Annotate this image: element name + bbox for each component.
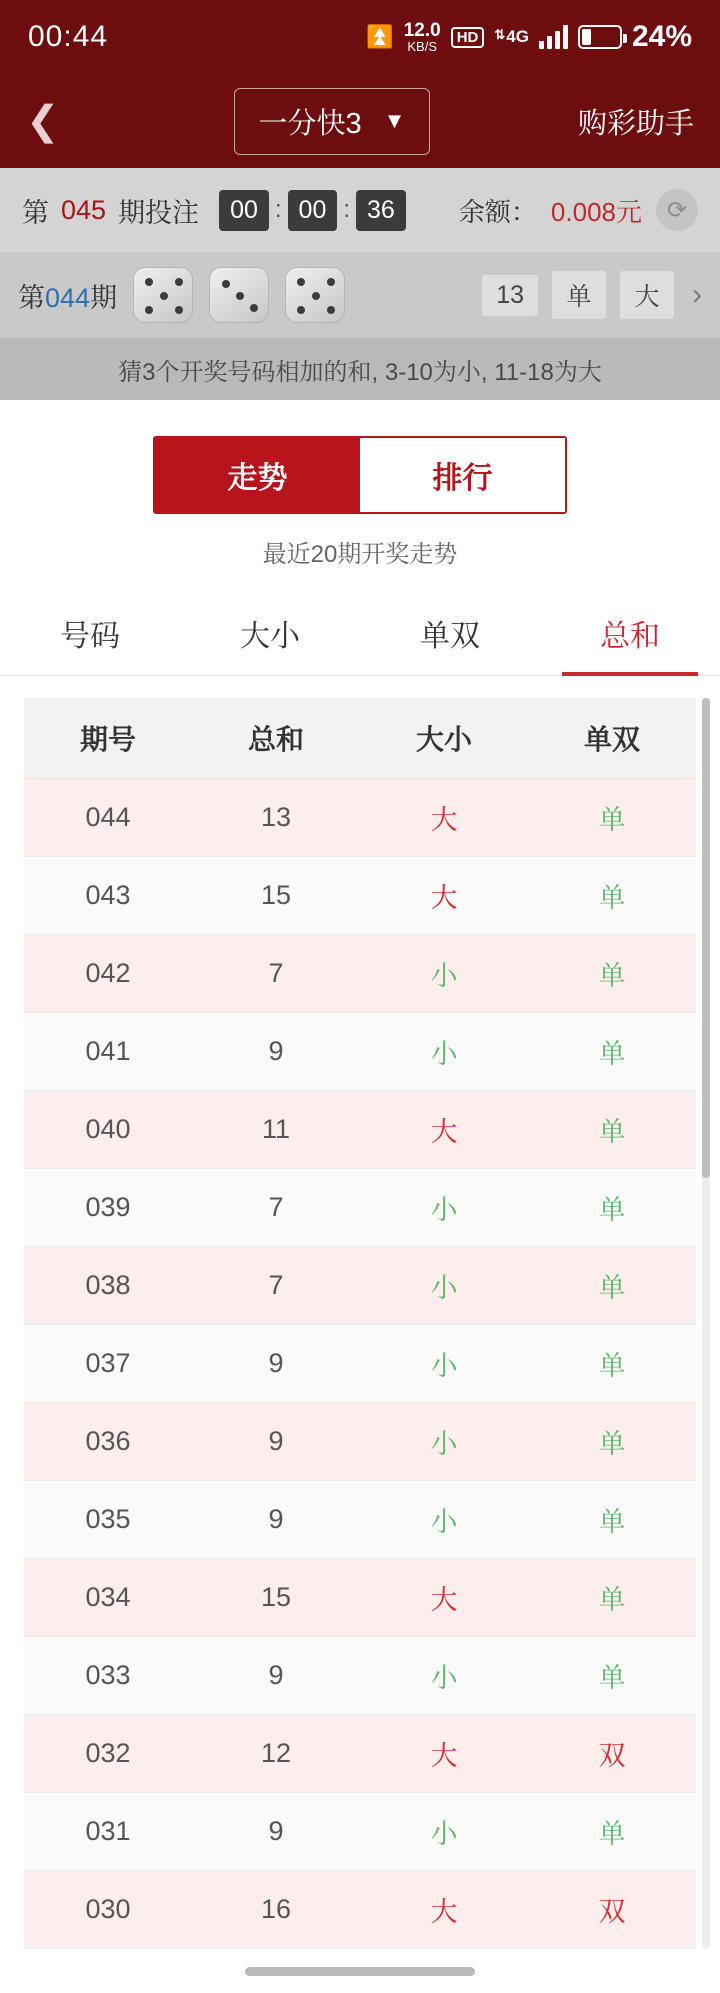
trend-table [24, 698, 696, 1949]
segment-tab-group [0, 400, 720, 534]
last-draw-bar [0, 252, 720, 338]
balance-label: 余额： [458, 196, 537, 227]
table-row [24, 1247, 696, 1325]
cell-size: 小 [360, 1793, 528, 1871]
cell-period: 032 [24, 1715, 192, 1793]
cell-size: 大 [360, 779, 528, 857]
cell-parity: 单 [528, 1169, 696, 1247]
countdown-seconds: 36 [356, 190, 406, 231]
countdown-separator-1: : [274, 196, 282, 223]
countdown-separator-2: : [343, 196, 351, 223]
battery-percent: 24% [631, 20, 692, 53]
last-draw-label: 第044期 [18, 282, 118, 313]
cell-parity: 单 [528, 1481, 696, 1559]
table-row [24, 1013, 696, 1091]
balance-value: 0.008元 [550, 196, 642, 227]
home-indicator-bar [0, 1949, 720, 1993]
title-bar [0, 74, 720, 168]
cell-parity: 单 [528, 1247, 696, 1325]
cell-period: 037 [24, 1325, 192, 1403]
tab-number[interactable]: 号码 [60, 620, 120, 653]
trend-table-container [0, 676, 720, 1949]
period-prefix: 第 [22, 197, 49, 228]
column-header-size: 大小 [360, 698, 528, 779]
game-name-label: 一分快3 [258, 107, 362, 140]
cell-sum: 7 [192, 935, 360, 1013]
tab-parity[interactable]: 单双 [420, 620, 480, 653]
rule-hint: 猜3个开奖号码相加的和, 3-10为小, 11-18为大 [0, 338, 720, 400]
network-type-label: 4G [506, 27, 529, 46]
cell-sum: 9 [192, 1793, 360, 1871]
chevron-down-icon: ▼ [383, 108, 406, 133]
cell-sum: 13 [192, 779, 360, 857]
cell-sum: 16 [192, 1871, 360, 1949]
network-speed-indicator [404, 21, 441, 53]
home-indicator[interactable] [245, 1967, 475, 1976]
table-scrollbar-thumb[interactable] [702, 698, 710, 1178]
trend-table-body [24, 779, 696, 1949]
cell-period: 035 [24, 1481, 192, 1559]
battery-icon [578, 25, 622, 49]
table-row [24, 1637, 696, 1715]
cell-period: 044 [24, 779, 192, 857]
refresh-icon[interactable]: ⟳ [656, 189, 698, 231]
last-draw-info [18, 267, 345, 323]
cell-sum: 7 [192, 1169, 360, 1247]
cell-parity: 单 [528, 1013, 696, 1091]
cell-size: 小 [360, 1013, 528, 1091]
cell-sum: 9 [192, 1325, 360, 1403]
table-row [24, 935, 696, 1013]
last-draw-tags [482, 271, 702, 319]
cell-sum: 7 [192, 1247, 360, 1325]
cell-period: 038 [24, 1247, 192, 1325]
table-row [24, 1871, 696, 1949]
data-arrows-icon: ⇅ [494, 27, 506, 42]
cell-parity: 单 [528, 779, 696, 857]
cell-size: 小 [360, 1325, 528, 1403]
cell-sum: 9 [192, 1013, 360, 1091]
table-row [24, 1091, 696, 1169]
cell-period: 031 [24, 1793, 192, 1871]
table-row [24, 1169, 696, 1247]
tab-ranking[interactable]: 排行 [360, 438, 565, 512]
cell-sum: 11 [192, 1091, 360, 1169]
cell-size: 大 [360, 1715, 528, 1793]
cell-parity: 双 [528, 1871, 696, 1949]
cell-size: 大 [360, 1871, 528, 1949]
period-suffix: 期投注 [118, 197, 200, 228]
cell-parity: 单 [528, 1793, 696, 1871]
tab-sum[interactable]: 总和 [540, 595, 720, 675]
cell-parity: 单 [528, 1559, 696, 1637]
status-time: 00:44 [28, 20, 109, 53]
cell-parity: 单 [528, 1403, 696, 1481]
table-row [24, 1481, 696, 1559]
bluetooth-icon: ⏫ [366, 24, 394, 49]
network-speed-unit: KB/S [407, 39, 437, 54]
period-number: 045 [61, 194, 107, 225]
cell-sum: 9 [192, 1481, 360, 1559]
cell-parity: 双 [528, 1715, 696, 1793]
cell-period: 036 [24, 1403, 192, 1481]
cell-size: 小 [360, 1481, 528, 1559]
cell-size: 小 [360, 1403, 528, 1481]
cell-size: 大 [360, 857, 528, 935]
network-type-icon [494, 27, 529, 47]
dice-3-icon [285, 267, 345, 323]
cell-size: 大 [360, 1091, 528, 1169]
countdown-timer [219, 190, 406, 231]
network-speed-value: 12.0 [403, 20, 441, 41]
countdown-hours: 00 [219, 190, 269, 231]
chevron-right-icon[interactable]: › [692, 278, 702, 311]
trend-table-header [24, 698, 696, 779]
cell-parity: 单 [528, 1091, 696, 1169]
category-tab-group [0, 595, 720, 676]
purchase-assistant-button[interactable]: 购彩助手 [577, 107, 694, 140]
cell-period: 039 [24, 1169, 192, 1247]
column-header-parity: 单双 [528, 698, 696, 779]
game-selector[interactable] [234, 88, 431, 155]
cell-period: 041 [24, 1013, 192, 1091]
cell-size: 大 [360, 1559, 528, 1637]
table-scrollbar[interactable] [702, 698, 710, 1949]
cell-sum: 9 [192, 1403, 360, 1481]
table-row [24, 1715, 696, 1793]
cell-period: 042 [24, 935, 192, 1013]
cell-parity: 单 [528, 935, 696, 1013]
trend-subtitle: 最近20期开奖走势 [262, 541, 458, 568]
table-row [24, 1325, 696, 1403]
last-draw-parity: 单 [552, 271, 606, 319]
column-header-period: 期号 [24, 698, 192, 779]
cell-period: 040 [24, 1091, 192, 1169]
tab-trend[interactable]: 走势 [155, 438, 360, 512]
cell-sum: 15 [192, 857, 360, 935]
cell-size: 小 [360, 1637, 528, 1715]
dice-2-icon [209, 267, 269, 323]
cell-size: 小 [360, 1247, 528, 1325]
cell-period: 043 [24, 857, 192, 935]
cell-period: 034 [24, 1559, 192, 1637]
cell-size: 小 [360, 1169, 528, 1247]
last-draw-sum: 13 [482, 275, 538, 316]
cell-sum: 12 [192, 1715, 360, 1793]
cell-parity: 单 [528, 857, 696, 935]
period-bar [0, 168, 720, 252]
status-icons [366, 20, 692, 54]
cell-sum: 15 [192, 1559, 360, 1637]
table-row [24, 779, 696, 857]
dice-1-icon [133, 267, 193, 323]
hd-icon: HD [451, 27, 485, 48]
cell-size: 小 [360, 935, 528, 1013]
back-arrow-icon[interactable]: ❮ [26, 99, 60, 143]
balance-area [459, 189, 698, 231]
cell-period: 030 [24, 1871, 192, 1949]
status-bar [0, 0, 720, 74]
cell-sum: 9 [192, 1637, 360, 1715]
table-row [24, 1559, 696, 1637]
table-row [24, 857, 696, 935]
cell-parity: 单 [528, 1637, 696, 1715]
last-draw-size: 大 [620, 271, 674, 319]
signal-bars-icon [539, 25, 568, 49]
period-info [22, 190, 406, 231]
countdown-minutes: 00 [288, 190, 338, 231]
cell-period: 033 [24, 1637, 192, 1715]
table-row [24, 1403, 696, 1481]
table-row [24, 1793, 696, 1871]
column-header-sum: 总和 [192, 698, 360, 779]
tab-size[interactable]: 大小 [240, 620, 300, 653]
cell-parity: 单 [528, 1325, 696, 1403]
